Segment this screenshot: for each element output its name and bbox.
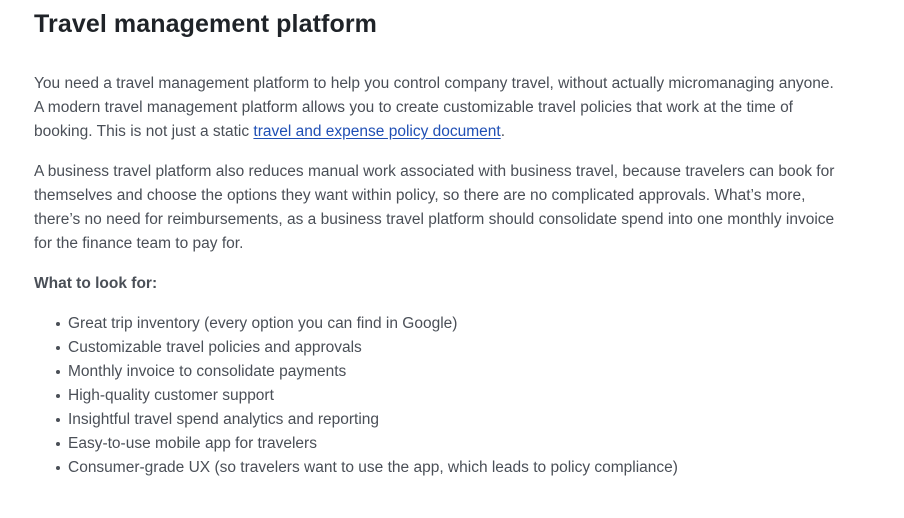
list-item <box>56 432 844 456</box>
list-item-text: Great trip inventory (every option you can find in Google) <box>68 315 458 332</box>
list-item <box>56 408 844 432</box>
article-section <box>34 6 844 480</box>
list-item-text: Easy-to-use mobile app for travelers <box>68 435 317 452</box>
list-item <box>56 456 844 480</box>
look-for-label: What to look for: <box>34 275 158 292</box>
bullet-icon <box>56 370 60 374</box>
intro-text-end: . <box>500 123 506 140</box>
list-item-text: Insightful travel spend analytics and reporting <box>68 411 380 428</box>
bullet-icon <box>56 418 60 422</box>
intro-text: You need a travel management platform to help you control company travel, without actually micromanaging anyone. A modern travel management platform allows you to create customizable travel policies that work at the time of booking. This is not just a static <box>34 75 834 140</box>
list-item-text: Monthly invoice to consolidate payments <box>68 363 347 380</box>
benefits-paragraph: A business travel platform also reduces manual work associated with business travel, because travelers can book for themselves and choose the options they want within policy, so there are no complicated approvals. What’s more, there’s no need for reimbursements, as a business travel platform should consolidate spend into one monthly invoice for the finance team to pay for. <box>34 163 835 252</box>
bullet-icon <box>56 466 60 470</box>
list-item <box>56 360 844 384</box>
list-item <box>56 336 844 360</box>
list-item-text: Consumer-grade UX (so travelers want to use the app, which leads to policy compliance) <box>68 459 678 476</box>
intro-paragraph <box>34 72 844 144</box>
bullet-icon <box>56 394 60 398</box>
section-heading: Travel management platform <box>34 10 377 38</box>
feature-list <box>34 312 844 480</box>
policy-document-link[interactable]: travel and expense policy document <box>253 123 501 140</box>
list-item-text: High-quality customer support <box>68 387 274 404</box>
list-item <box>56 312 844 336</box>
bullet-icon <box>56 346 60 350</box>
bullet-icon <box>56 442 60 446</box>
bullet-icon <box>56 322 60 326</box>
list-item-text: Customizable travel policies and approvals <box>68 339 362 356</box>
list-item <box>56 384 844 408</box>
